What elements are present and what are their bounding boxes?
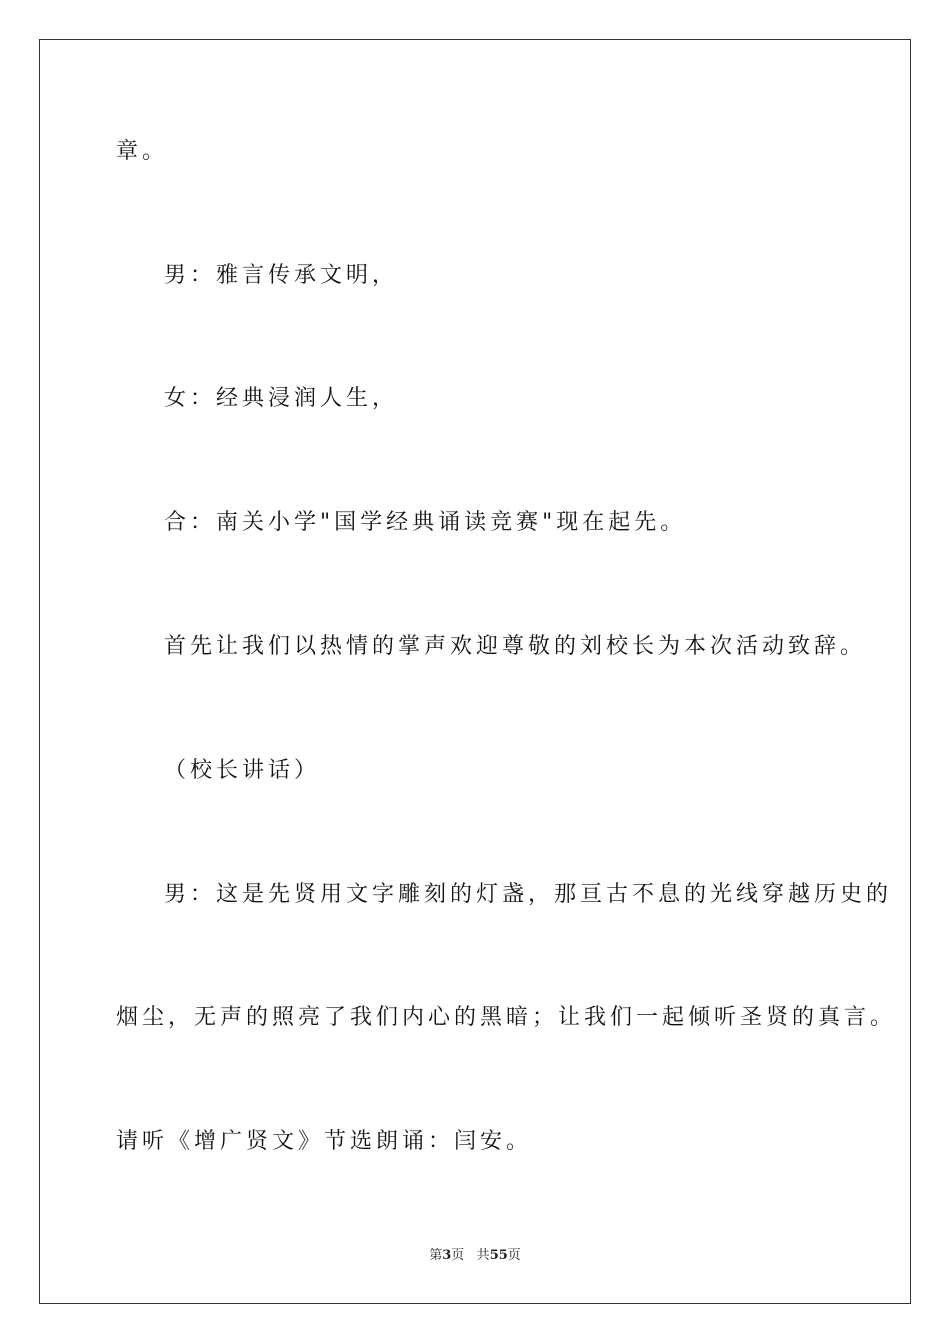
text-line-7: 男：这是先贤用文字雕刻的灯盏，那亘古不息的光线穿越历史的	[164, 882, 893, 907]
page-number: 3	[442, 1248, 452, 1263]
text-line-4: 合：南关小学"国学经典诵读竞赛"现在起先。	[164, 510, 687, 535]
text-line-2: 男：雅言传承文明，	[164, 263, 399, 288]
page-footer	[0, 1247, 950, 1265]
text-line-8: 烟尘，无声的照亮了我们内心的黑暗；让我们一起倾听圣贤的真言。	[116, 1005, 897, 1030]
text-line-1: 章。	[116, 139, 169, 164]
total-suffix: 页	[507, 1248, 521, 1263]
page-suffix: 页	[451, 1248, 465, 1263]
total-prefix: 共	[476, 1248, 490, 1263]
page-prefix: 第	[429, 1248, 443, 1263]
text-line-6: （校长讲话）	[164, 758, 321, 783]
text-line-9: 请听《增广贤文》节选朗诵：闫安。	[116, 1129, 533, 1154]
text-line-3: 女：经典浸润人生，	[164, 386, 399, 411]
text-line-5: 首先让我们以热情的掌声欢迎尊敬的刘校长为本次活动致辞。	[164, 634, 867, 659]
total-pages: 55	[489, 1248, 508, 1263]
page-border	[39, 39, 911, 1304]
